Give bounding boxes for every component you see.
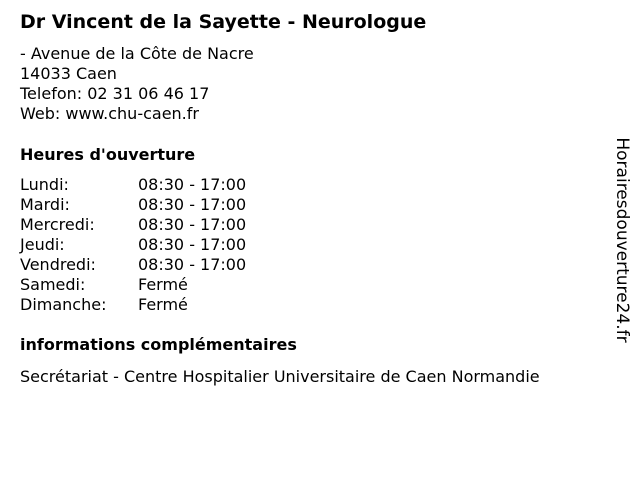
hours-row-tuesday [20, 195, 600, 215]
additional-info-heading: informations complémentaires [20, 335, 297, 354]
street-address: - Avenue de la Côte de Nacre [20, 44, 254, 63]
time-value: Fermé [138, 275, 188, 294]
opening-hours-table [20, 175, 600, 315]
time-value: 08:30 - 17:00 [138, 235, 247, 254]
day-label: Dimanche: [20, 295, 107, 314]
hours-row-monday [20, 175, 600, 195]
day-label: Lundi: [20, 175, 69, 194]
day-label: Mardi: [20, 195, 70, 214]
opening-hours-heading: Heures d'ouverture [20, 145, 196, 164]
business-card [20, 9, 600, 387]
time-value: Fermé [138, 295, 188, 314]
day-label: Jeudi: [20, 235, 65, 254]
address-block [20, 44, 600, 124]
city-line: 14033 Caen [20, 64, 117, 83]
business-title: Dr Vincent de la Sayette - Neurologue [20, 11, 427, 33]
additional-info-text: Secrétariat - Centre Hospitalier Universitaire de Caen Normandie [20, 367, 540, 386]
hours-row-sunday [20, 295, 600, 315]
day-label: Mercredi: [20, 215, 95, 234]
hours-row-wednesday [20, 215, 600, 235]
phone-line: Telefon: 02 31 06 46 17 [20, 84, 210, 103]
day-label: Samedi: [20, 275, 86, 294]
day-label: Vendredi: [20, 255, 96, 274]
time-value: 08:30 - 17:00 [138, 175, 247, 194]
hours-row-friday [20, 255, 600, 275]
time-value: 08:30 - 17:00 [138, 215, 247, 234]
time-value: 08:30 - 17:00 [138, 195, 247, 214]
site-brand-watermark: Horairesdouverture24.fr [612, 137, 632, 343]
time-value: 08:30 - 17:00 [138, 255, 247, 274]
website-line: Web: www.chu-caen.fr [20, 104, 199, 123]
hours-row-saturday [20, 275, 600, 295]
hours-row-thursday [20, 235, 600, 255]
